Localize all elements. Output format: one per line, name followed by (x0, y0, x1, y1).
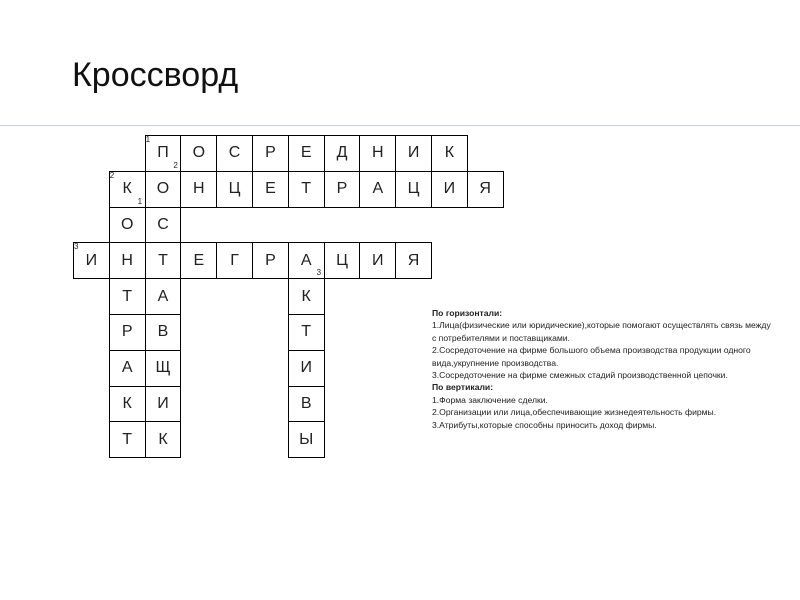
crossword-cell: И (431, 171, 468, 208)
clue-number: 2 (173, 160, 178, 170)
clue-number: 1 (145, 135, 151, 144)
crossword-cell: П (145, 135, 182, 172)
crossword-cell: В (145, 314, 182, 351)
crossword-cell: Т (288, 171, 325, 208)
horizontal-clue-2: 2.Сосредоточение на фирме большого объема производства продукции одного вида,укрупнение производства. (432, 345, 751, 368)
horizontal-clue-1: 1.Лица(физические или юридические),которые помогают осуществлять связь между с потребителями и поставщиками. (432, 320, 771, 343)
crossword-cell: Р (324, 171, 361, 208)
crossword-cell: Т (109, 278, 146, 315)
crossword-cell: А (288, 242, 325, 279)
vertical-clue-3: 3.Атрибуты,которые способны приносить доход фирмы. (432, 419, 657, 430)
crossword-cell: А (109, 350, 146, 387)
crossword-cell: К (145, 421, 182, 458)
crossword-cell: К (431, 135, 468, 172)
crossword-cell: Я (467, 171, 504, 208)
crossword-cell: К (109, 386, 146, 423)
crossword-cell: В (288, 386, 325, 423)
crossword-cell: Р (252, 135, 289, 172)
crossword-cell: И (288, 350, 325, 387)
clue-number: 2 (109, 170, 115, 180)
vertical-clue-1: 1.Форма заключение сделки. (432, 394, 548, 405)
crossword-cell: Ц (216, 171, 253, 208)
clue-number: 3 (74, 242, 79, 252)
crossword-cell: С (216, 135, 253, 172)
crossword-cell: О (109, 207, 146, 244)
crossword-cell: Ц (324, 242, 361, 279)
crossword-cell: Н (359, 135, 396, 172)
crossword-cell: К (288, 278, 325, 315)
crossword-cell: И (145, 386, 182, 423)
crossword-cell: Н (109, 242, 146, 279)
crossword-cell: С (145, 207, 182, 244)
crossword-cell: А (145, 278, 182, 315)
crossword-cell: Е (252, 171, 289, 208)
crossword-cell: И (359, 242, 396, 279)
clues-panel (432, 307, 772, 431)
horizontal-clues-header: По горизонтали: (432, 308, 503, 318)
crossword-cell: Е (288, 135, 325, 172)
crossword-cell: И (73, 242, 110, 279)
crossword-cell: Т (288, 314, 325, 351)
horizontal-clue-3: 3.Сосредоточение на фирме смежных стадий производственной цепочки. (432, 370, 728, 381)
crossword-cell: Ы (288, 421, 325, 458)
crossword-cell: К (109, 171, 146, 208)
crossword-cell: Т (109, 421, 146, 458)
crossword-cell: Н (180, 171, 217, 208)
crossword-cell: И (395, 135, 432, 172)
crossword-cell: Щ (145, 350, 182, 387)
crossword-cell: Р (109, 314, 146, 351)
crossword-cell: Р (252, 242, 289, 279)
crossword-cell: Ц (395, 171, 432, 208)
clue-number: 3 (316, 268, 322, 278)
crossword-cell: О (145, 171, 182, 208)
crossword-cell: Д (324, 135, 361, 172)
clue-number: 1 (137, 196, 143, 206)
crossword-cell: О (180, 135, 217, 172)
crossword-cell: А (359, 171, 396, 208)
crossword-cell: Т (145, 242, 182, 279)
vertical-clues-header: По вертикали: (432, 382, 494, 393)
crossword-cell: Г (216, 242, 253, 279)
page-title: Кроссворд (72, 56, 239, 94)
vertical-clue-2: 2.Организации или лица,обеспечивающие жизнедеятельность фирмы. (432, 407, 717, 418)
crossword-cell: Я (395, 242, 432, 279)
crossword-cell: Е (180, 242, 217, 279)
